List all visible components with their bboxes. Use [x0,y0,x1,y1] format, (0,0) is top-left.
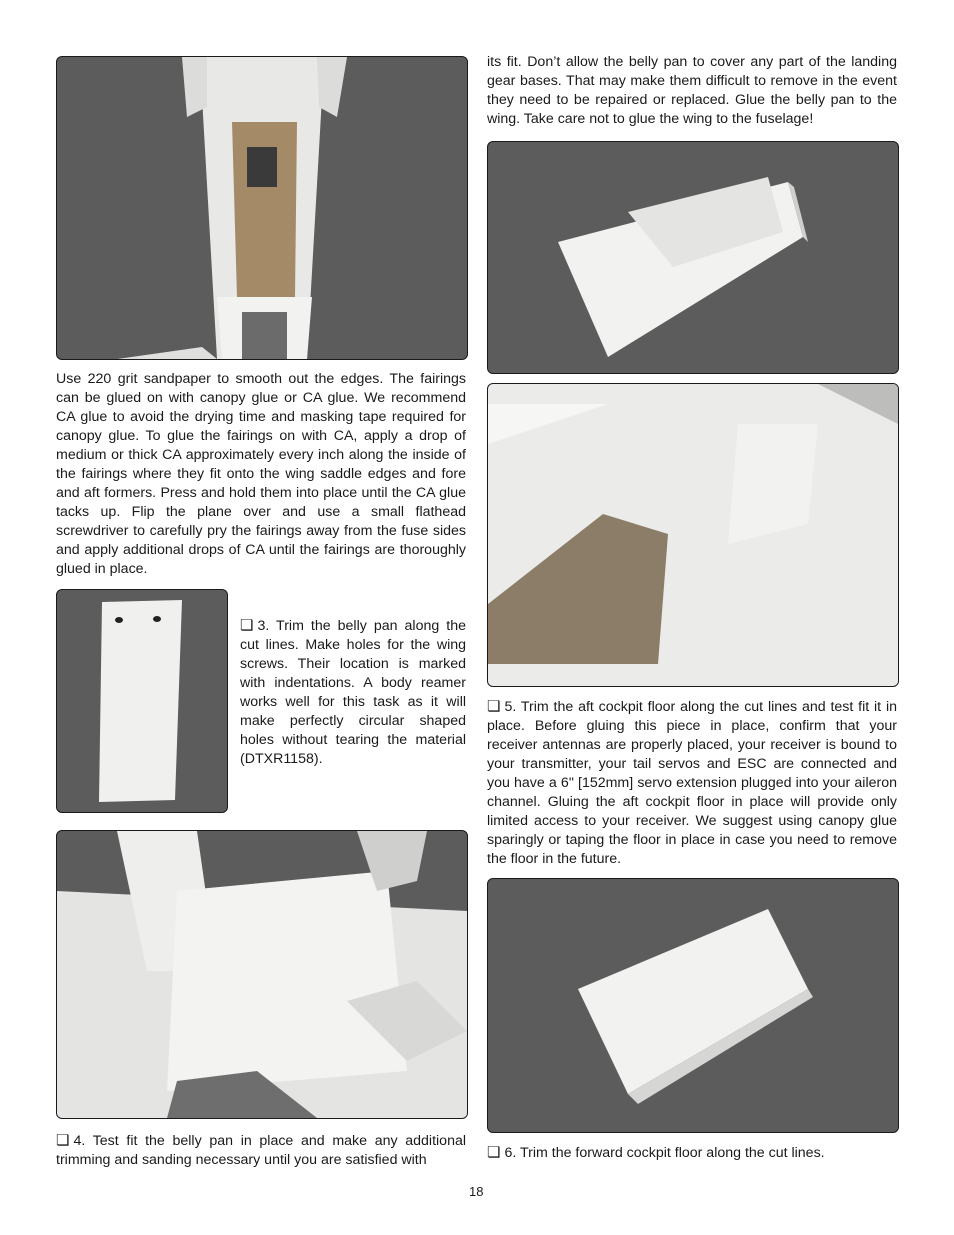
photo-belly-pan-fit [56,830,468,1119]
step-6-text [487,1143,897,1163]
checkbox-icon[interactable]: ❏ [56,1132,70,1149]
photo-forward-cockpit-floor [487,878,899,1133]
page-number: 18 [469,1184,484,1199]
step-6-label: 6. Trim the forward cockpit floor along the cut lines. [504,1145,825,1161]
checkbox-icon[interactable]: ❏ [487,1144,501,1161]
photo-belly-pan [56,589,228,813]
paragraph-continued: its fit. Don’t allow the belly pan to cover any part of the landing gear bases. That may make them difficult to remove in the event they need to be repaired or replaced. Glue the belly pan to the wing. Take care not to glue the wing to the fuselage! [487,54,897,127]
step-5-text [487,697,897,869]
photo-aft-cockpit-floor [487,141,899,374]
step-4-label: 4. Test fit the belly pan in place and make any additional trimming and sanding necessary until you are satisfied with [56,1133,466,1168]
checkbox-icon[interactable]: ❏ [240,617,254,634]
photo-fuselage-cockpit [487,383,899,687]
step-3-label: 3. Trim the belly pan along the cut lines. Make holes for the wing screws. Their location is marked with indentations. A body reamer works well for this task as it will make perfectly circular shaped holes without tearing the material (DTXR1158). [240,618,466,767]
checkbox-icon[interactable]: ❏ [487,698,501,715]
step-3-text [240,616,466,769]
paragraph-fairings: Use 220 grit sandpaper to smooth out the edges. The fairings can be glued on with canopy glue or CA glue. We recommend CA glue to avoid the drying time and masking tape required for canopy glue. To glue the fairings on with CA, apply a drop of medium or thick CA approximately every inch along the inside of the fairings where they fit onto the wing saddle edges and fore and aft formers. Press and hold them into place until the CA glue tacks up. Flip the plane over and use a small flathead screwdriver to carefully pry the fairings away from the fuse sides and apply additional drops of CA until the fairings are thoroughly glued in place. [56,371,466,577]
step-5-label: 5. Trim the aft cockpit floor along the cut lines and test fit it in place. Before gluing this piece in place, confirm that your receiver antennas are properly placed, your receiver is bound to your transmitter, your tail servos and ESC are connected and you have a 6" [152mm] servo extension plugged into your aileron channel. Gluing the aft cockpit floor in place will provide only limited access to your receiver. We suggest using canopy glue sparingly or taping the floor in place in case you need to remove the floor in the future. [487,699,897,867]
photo-fuselage-top [56,56,468,360]
step-4-text [56,1131,466,1170]
